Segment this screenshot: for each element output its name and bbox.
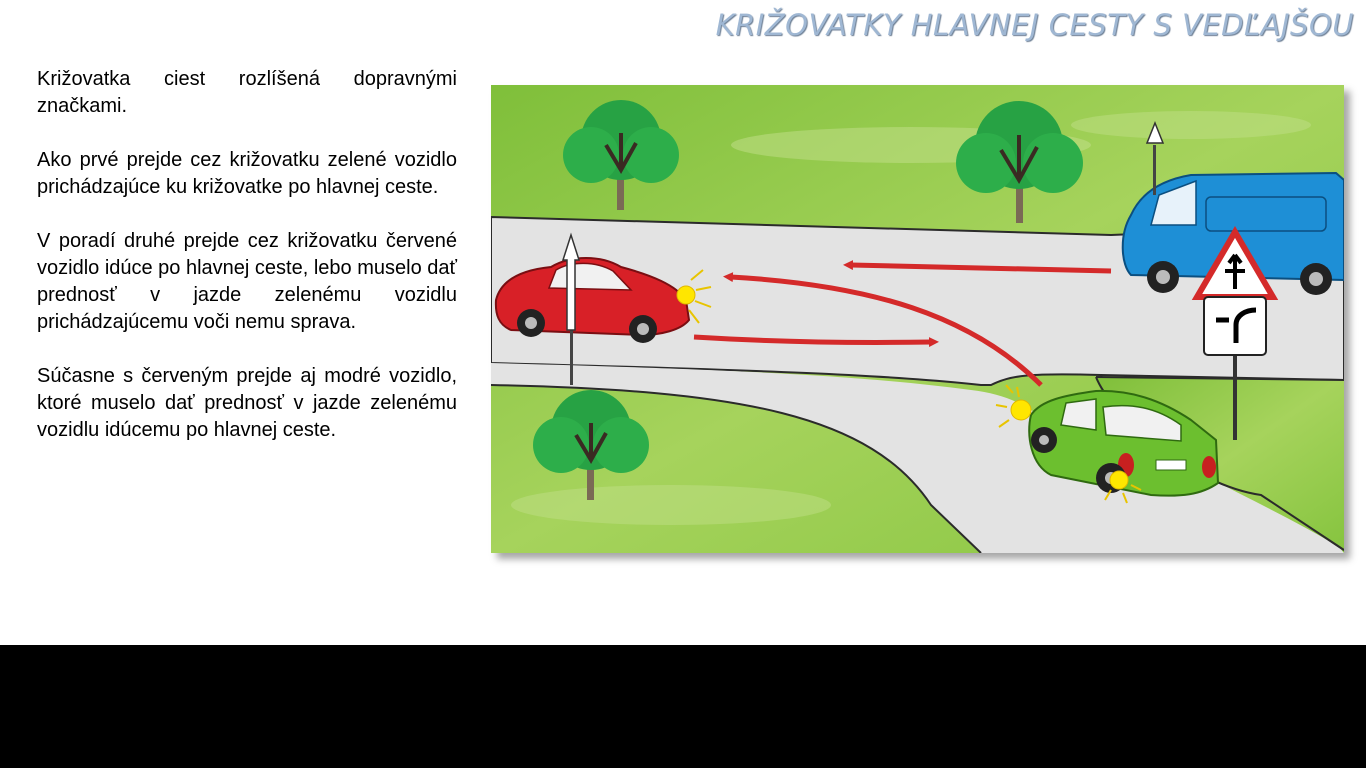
- intersection-illustration: [491, 85, 1344, 553]
- intersection-svg: [491, 85, 1344, 553]
- bottom-black-bar: [0, 645, 1366, 768]
- slide-title: KRIŽOVATKY HLAVNEJ CESTY S VEDĽAJŠOU: [715, 8, 1354, 42]
- paragraph-1: Križovatka ciest rozlíšená dopravnými značkami.: [37, 68, 457, 117]
- body-text: [37, 66, 457, 471]
- paragraph-4: Súčasne s červeným prejde aj modré vozidlo, ktoré muselo dať prednosť v jazde zelenému vozidlu idúcemu po hlavnej ceste.: [37, 365, 457, 441]
- paragraph-3: V poradí druhé prejde cez križovatku červené vozidlo idúce po hlavnej ceste, lebo muselo dať prednosť v jazde zelenému vozidlu prichádzajúcemu voči nemu sprava.: [37, 230, 457, 333]
- paragraph-2: Ako prvé prejde cez križovatku zelené vozidlo prichádzajúce ku križovatke po hlavnej ceste.: [37, 149, 457, 198]
